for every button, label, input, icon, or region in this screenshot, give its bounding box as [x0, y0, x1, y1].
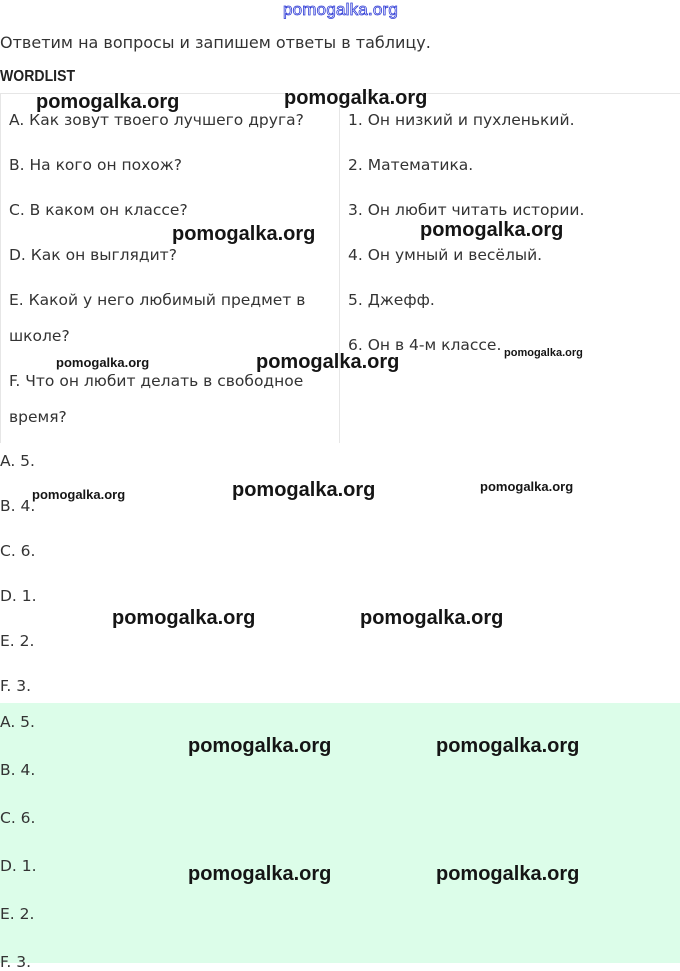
answer-item: 3. Он любит читать истории. — [348, 201, 585, 219]
answer-item: 4. Он умный и весёлый. — [348, 246, 543, 264]
watermark: pomogalka.org — [232, 479, 376, 501]
site-logo[interactable]: pomogalka.org — [283, 0, 399, 19]
match-item: E. 2. — [0, 632, 35, 650]
question-item: D. Как он выглядит? — [9, 246, 177, 264]
watermark: pomogalka.org — [256, 351, 400, 373]
answer-box-item: F. 3. — [0, 953, 32, 971]
answer-item: 1. Он низкий и пухленький. — [348, 111, 575, 129]
answer-item: 5. Джефф. — [348, 291, 435, 309]
watermark: pomogalka.org — [36, 91, 180, 113]
watermark: pomogalka.org — [188, 735, 332, 757]
watermark: pomogalka.org — [504, 347, 583, 359]
match-item: C. 6. — [0, 542, 36, 560]
watermark: pomogalka.org — [56, 355, 150, 370]
answer-box-item: B. 4. — [0, 761, 36, 779]
answer-item: 6. Он в 4-м классе. — [348, 336, 502, 354]
watermark: pomogalka.org — [112, 607, 256, 629]
intro-text: Ответим на вопросы и запишем ответы в таблицу. — [0, 33, 431, 52]
match-item: B. 4. — [0, 497, 36, 515]
watermark: pomogalka.org — [436, 863, 580, 885]
match-item: A. 5. — [0, 452, 35, 470]
question-item: E. Какой у него любимый предмет в школе? — [9, 291, 306, 345]
section-title: WORDLIST — [0, 68, 76, 85]
answers-column — [340, 94, 680, 443]
match-item: F. 3. — [0, 677, 32, 695]
questions-column — [1, 94, 340, 443]
answer-item: 2. Математика. — [348, 156, 474, 174]
answer-box-item: C. 6. — [0, 809, 36, 827]
question-item: A. Как зовут твоего лучшего друга? — [9, 111, 304, 129]
watermark: pomogalka.org — [188, 863, 332, 885]
question-item: C. В каком он классе? — [9, 201, 188, 219]
match-item: D. 1. — [0, 587, 37, 605]
watermark: pomogalka.org — [436, 735, 580, 757]
answer-box-item: D. 1. — [0, 857, 37, 875]
watermark: pomogalka.org — [172, 223, 316, 245]
wordlist-table — [0, 93, 680, 443]
watermark: pomogalka.org — [420, 219, 564, 241]
watermark: pomogalka.org — [360, 607, 504, 629]
watermark: pomogalka.org — [480, 479, 574, 494]
watermark: pomogalka.org — [284, 87, 428, 109]
answer-box-item: A. 5. — [0, 713, 35, 731]
watermark: pomogalka.org — [32, 487, 126, 502]
question-item: B. На кого он похож? — [9, 156, 182, 174]
answer-box-item: E. 2. — [0, 905, 35, 923]
question-item: F. Что он любит делать в свободное время? — [9, 372, 304, 426]
